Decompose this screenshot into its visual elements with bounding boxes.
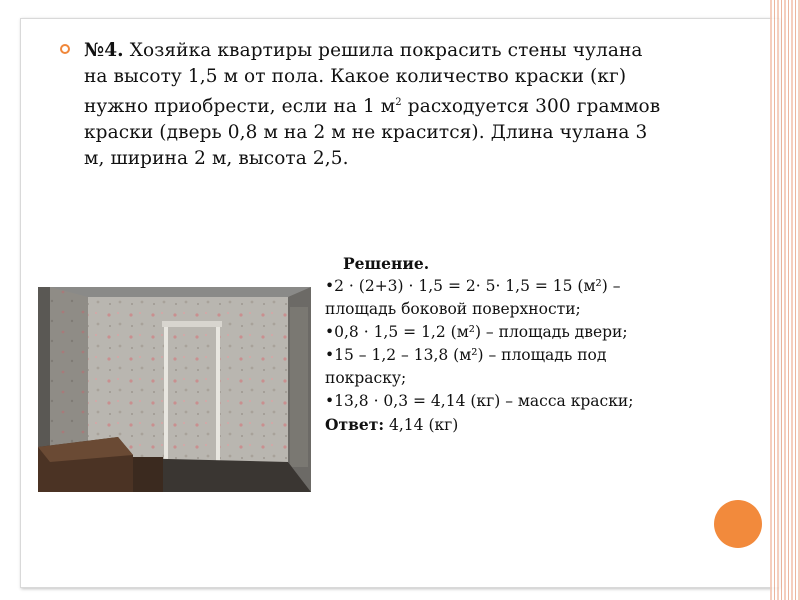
problem-line-5: м, ширина 2 м, высота 2,5. — [84, 148, 349, 170]
solution-block — [325, 252, 705, 437]
orange-circle-icon — [714, 500, 762, 548]
solution-title: Решение. — [343, 254, 430, 273]
solution-line-2: площадь боковой поверхности; — [325, 300, 581, 318]
solution-answer — [325, 413, 705, 437]
decorative-stripes — [770, 0, 800, 600]
room-photo-illustration — [38, 287, 311, 492]
answer-value: 4,14 (кг) — [384, 416, 459, 434]
problem-line-3a: нужно приобрести, если на 1 м — [84, 96, 396, 118]
answer-label: Ответ: — [325, 415, 385, 434]
solution-line-6: •13,8 · 0,3 = 4,14 (кг) – масса краски; — [325, 392, 634, 410]
problem-line-2: на высоту 1,5 м от пола. Какое количество краски (кг) — [84, 66, 627, 87]
problem-line-1: Хозяйка квартиры решила покрасить стены чулана — [123, 40, 643, 61]
problem-superscript: 2 — [395, 97, 402, 108]
solution-line-4: •15 – 1,2 – 13,8 (м²) – площадь под — [325, 346, 607, 364]
problem-statement — [84, 38, 704, 172]
problem-line-4: краски (дверь 0,8 м на 2 м не красится). Длина чулана 3 — [84, 122, 648, 144]
problem-number: №4. — [84, 40, 124, 61]
solution-line-1: •2 · (2+3) · 1,5 = 2· 5· 1,5 = 15 (м²) – — [325, 277, 621, 295]
bullet-circle-icon — [60, 44, 70, 54]
solution-line-5: покраску; — [325, 369, 407, 387]
problem-line-3b: расходуется 300 граммов — [401, 96, 661, 118]
solution-line-3: •0,8 · 1,5 = 1,2 (м²) – площадь двери; — [325, 323, 628, 341]
room-photo — [38, 287, 311, 492]
